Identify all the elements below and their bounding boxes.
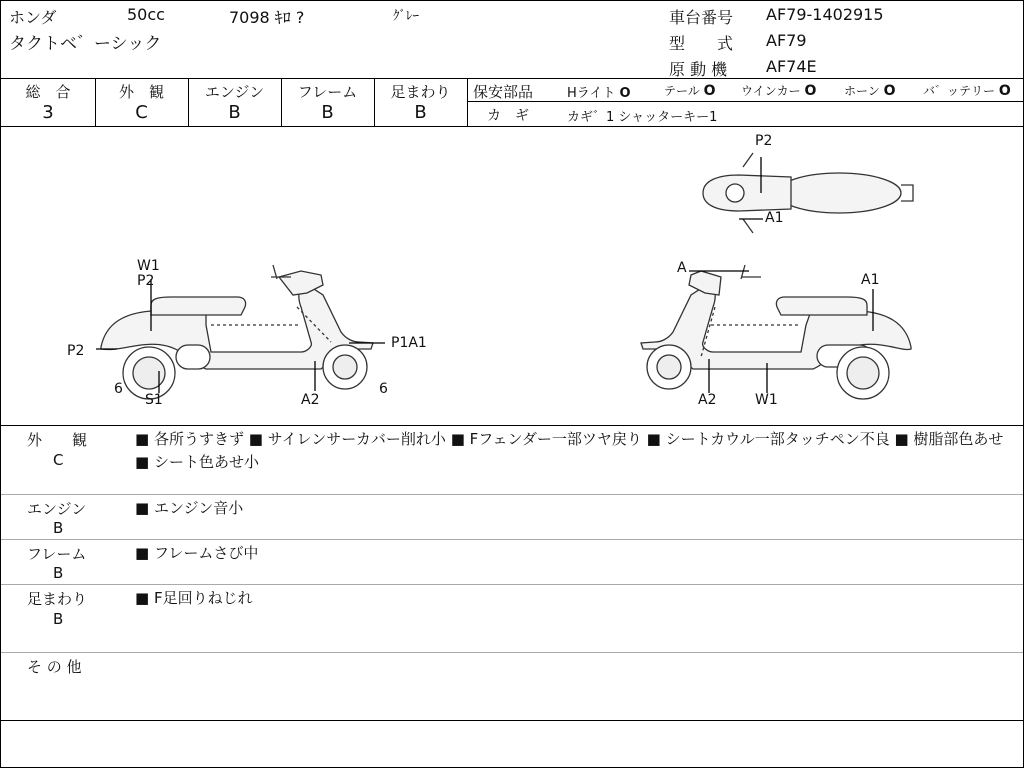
divider (1, 539, 1023, 540)
divider (467, 101, 1023, 102)
damage-label: A (677, 260, 687, 276)
ok-mark: O (619, 86, 631, 101)
frame-number-label: 車台番号 (669, 8, 734, 27)
divider (1, 78, 1023, 79)
damage-label: 6 (114, 381, 123, 397)
safety-item-battery: バ゛ッテリー O (923, 83, 1011, 99)
model-name: タクトベ゛ーシック (9, 34, 162, 54)
color: ｸﾞﾚｰ (393, 9, 419, 24)
divider (1, 425, 1023, 426)
type-value: AF79 (766, 31, 807, 50)
ok-mark: O (883, 83, 896, 99)
damage-label: W1 (137, 258, 160, 274)
section-body-suspension: ■ F足回りねじれ (135, 589, 253, 607)
key-value: カギ゛1 シャッターキー1 (567, 110, 718, 125)
mileage: 7098 ｷﾛ ? (229, 8, 305, 27)
damage-label: P2 (137, 273, 155, 289)
section-grade-exterior: C (53, 451, 64, 469)
damage-label: A2 (301, 392, 320, 408)
grade-value-suspension: B (414, 102, 427, 123)
safety-item-headlight: Hライト O (567, 86, 631, 101)
safety-item-horn: ホーン O (844, 83, 896, 99)
grade-label-suspension: 足まわり (390, 83, 451, 101)
grade-value-overall: 3 (42, 102, 54, 123)
frame-number: AF79-1402915 (766, 5, 884, 24)
grade-label-frame: フレーム (297, 83, 358, 101)
grade-value-exterior: C (135, 102, 148, 123)
key-label: カ ギ (487, 108, 529, 124)
grade-label-engine: エンジン (204, 83, 265, 101)
damage-label: S1 (145, 392, 163, 408)
divider (1, 720, 1023, 721)
safety-item-winker: ウインカー O (741, 83, 817, 99)
displacement: 50cc (127, 5, 165, 24)
type-label: 型 式 (669, 34, 734, 53)
maker: ホンダ (9, 8, 57, 27)
divider (467, 78, 468, 126)
damage-label: P2 (755, 133, 773, 149)
damage-label: A2 (698, 392, 717, 408)
damage-label: P1A1 (391, 335, 427, 351)
section-title-suspension: 足まわり (27, 590, 88, 608)
damage-label: P2 (67, 343, 85, 359)
engine-value: AF74E (766, 57, 817, 76)
grade-value-frame: B (321, 102, 334, 123)
grade-value-engine: B (228, 102, 241, 123)
section-grade-frame: B (53, 564, 64, 582)
damage-label: A1 (861, 272, 880, 288)
damage-label: W1 (755, 392, 778, 408)
divider (1, 584, 1023, 585)
engine-label: 原 動 機 (669, 60, 728, 79)
section-body-engine: ■ エンジン音小 (135, 499, 244, 517)
section-title-other: そ の 他 (27, 658, 82, 676)
ok-mark: O (998, 83, 1011, 99)
section-grade-engine: B (53, 519, 64, 537)
scooter-top-view (703, 153, 913, 233)
divider (1, 652, 1023, 653)
safety-item-tail: テール O (664, 83, 716, 99)
section-grade-suspension: B (53, 610, 64, 628)
damage-label: 6 (379, 381, 388, 397)
ok-mark: O (703, 83, 716, 99)
divider (1, 494, 1023, 495)
grade-label-exterior: 外 観 (118, 83, 164, 101)
section-title-frame: フレーム (27, 545, 87, 563)
damage-label: A1 (765, 210, 784, 226)
grade-label-overall: 総 合 (25, 83, 71, 101)
safety-parts-label: 保安部品 (473, 83, 534, 101)
section-body-exterior: ■ 各所うすきず ■ サイレンサーカバー削れ小 ■ Fフェンダー一部ツヤ戻り ■ シートカウル一部タッチペン不良 ■ 樹脂部色あせ ■ シート色あせ小 (135, 430, 1004, 471)
section-title-exterior: 外 観 (27, 431, 88, 449)
ok-mark: O (804, 83, 817, 99)
section-body-frame: ■ フレームさび中 (135, 544, 259, 562)
section-title-engine: エンジン (27, 500, 87, 518)
